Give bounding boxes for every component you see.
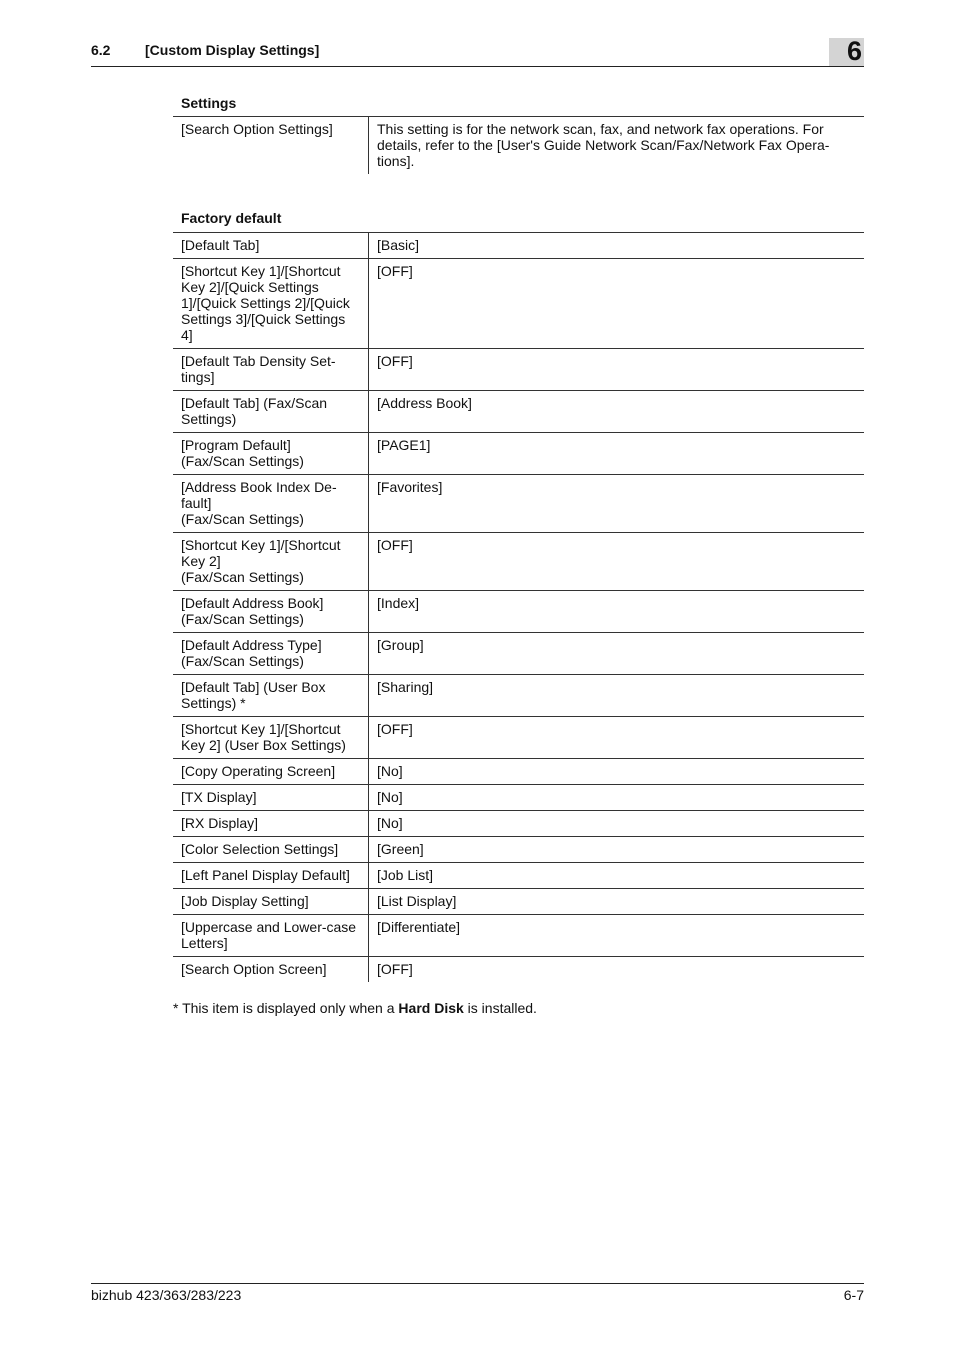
- setting-value-cell: This setting is for the network scan, fax, and network fax operations. For details, refer to the [User's Guide Network Scan/Fax/Network Fax Opera-tions].: [377, 121, 830, 169]
- setting-value-cell: [Job List]: [377, 867, 434, 883]
- footnote-bold-text: Hard Disk: [398, 1000, 464, 1016]
- section-title: [Custom Display Settings]: [145, 42, 320, 58]
- setting-value-cell: [PAGE1]: [377, 437, 431, 453]
- table-row: [173, 533, 864, 591]
- setting-item-cell: [TX Display]: [173, 785, 369, 811]
- table-row: [173, 675, 864, 717]
- setting-item-cell: [Color Selection Settings]: [173, 837, 369, 863]
- setting-item-cell: [Address Book Index De-fault] (Fax/Scan Settings): [173, 475, 369, 533]
- table-row: [173, 957, 864, 983]
- setting-value-cell: [Group]: [377, 637, 424, 653]
- table-row: [173, 391, 864, 433]
- table-row: [173, 811, 864, 837]
- setting-value-cell: [OFF]: [377, 961, 413, 977]
- factory-default-table: [173, 232, 864, 982]
- setting-value-cell: [OFF]: [377, 263, 413, 279]
- footer-page-number: 6-7: [843, 1287, 864, 1303]
- table-row: [173, 785, 864, 811]
- setting-item-cell: [Default Address Type] (Fax/Scan Settings): [173, 633, 369, 675]
- setting-item-cell: [Job Display Setting]: [173, 889, 369, 915]
- table-row: [173, 233, 864, 259]
- setting-item-cell: [RX Display]: [173, 811, 369, 837]
- setting-value-cell: [Sharing]: [377, 679, 434, 695]
- setting-item-cell: [Shortcut Key 1]/[Shortcut Key 2] (Fax/Scan Settings): [173, 533, 369, 591]
- table-row: [173, 837, 864, 863]
- table-row: [173, 591, 864, 633]
- table-row: [173, 475, 864, 533]
- setting-item-cell: [Default Tab] (Fax/Scan Settings): [173, 391, 369, 433]
- chapter-badge: [829, 38, 864, 66]
- footnote-text-after: is installed.: [463, 1000, 537, 1016]
- setting-item-cell: [Copy Operating Screen]: [173, 759, 369, 785]
- setting-item-cell: [Shortcut Key 1]/[Shortcut Key 2]/[Quick Settings 1]/[Quick Settings 2]/[Quick Settings 3]/[Quick Settings 4]: [173, 259, 369, 349]
- setting-value-cell: [OFF]: [377, 721, 413, 737]
- setting-item-cell: [Default Tab] (User Box Settings) *: [173, 675, 369, 717]
- setting-value-cell: [OFF]: [377, 537, 413, 553]
- setting-item-cell: [Uppercase and Lower-case Letters]: [173, 915, 369, 957]
- settings-heading: Settings: [181, 95, 237, 111]
- setting-item-cell: [Search Option Settings]: [173, 117, 369, 175]
- setting-item-cell: [Shortcut Key 1]/[Shortcut Key 2] (User Box Settings): [173, 717, 369, 759]
- page-header: [91, 40, 864, 67]
- setting-value-cell: [List Display]: [377, 893, 457, 909]
- footnote-text-before: * This item is displayed only when a: [173, 1000, 399, 1016]
- setting-item-cell: [Default Tab Density Set-tings]: [173, 349, 369, 391]
- chapter-number: 6: [846, 36, 862, 66]
- table-row: [173, 117, 864, 175]
- setting-value-cell: [Differentiate]: [377, 919, 461, 935]
- setting-value-cell: [No]: [377, 815, 403, 831]
- section-number: 6.2: [91, 42, 111, 58]
- table-row: [173, 433, 864, 475]
- table-row: [173, 349, 864, 391]
- setting-item-cell: [Default Address Book] (Fax/Scan Settings): [173, 591, 369, 633]
- setting-value-cell: [Index]: [377, 595, 420, 611]
- table-row: [173, 889, 864, 915]
- footnote: [173, 1000, 537, 1016]
- table-row: [173, 717, 864, 759]
- setting-value-cell: [Basic]: [377, 237, 420, 253]
- footer-model: bizhub 423/363/283/223: [91, 1287, 242, 1303]
- table-row: [173, 759, 864, 785]
- setting-item-cell: [Search Option Screen]: [173, 957, 369, 983]
- setting-value-cell: [OFF]: [377, 353, 413, 369]
- setting-value-cell: [Favorites]: [377, 479, 443, 495]
- settings-table: [173, 116, 864, 174]
- setting-item-cell: [Program Default] (Fax/Scan Settings): [173, 433, 369, 475]
- table-row: [173, 863, 864, 889]
- page-footer: [91, 1283, 864, 1303]
- table-row: [173, 915, 864, 957]
- setting-value-cell: [No]: [377, 789, 403, 805]
- table-row: [173, 633, 864, 675]
- setting-item-cell: [Left Panel Display Default]: [173, 863, 369, 889]
- setting-item-cell: [Default Tab]: [173, 233, 369, 259]
- setting-value-cell: [Address Book]: [377, 395, 472, 411]
- table-row: [173, 259, 864, 349]
- setting-value-cell: [No]: [377, 763, 403, 779]
- setting-value-cell: [Green]: [377, 841, 424, 857]
- factory-default-heading: Factory default: [181, 210, 282, 226]
